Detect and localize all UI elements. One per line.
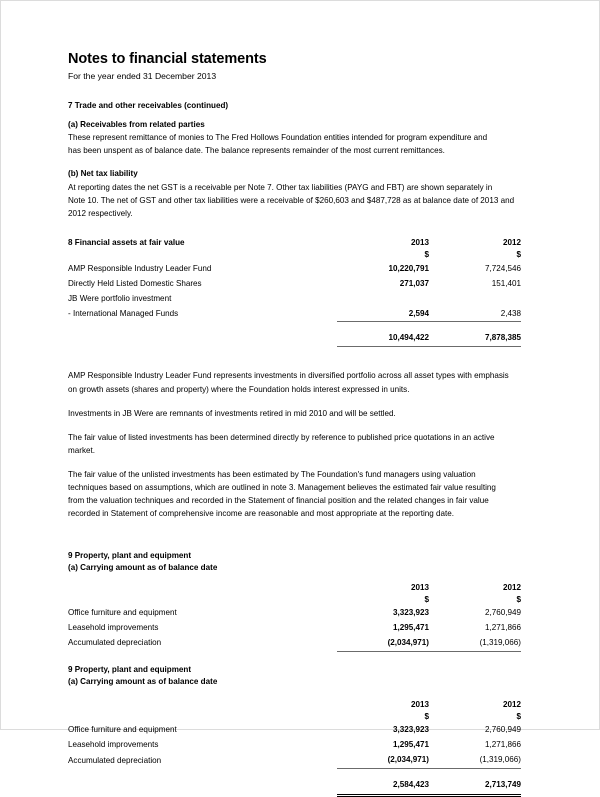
note-9a-subheading-first: (a) Carrying amount as of balance date — [68, 563, 218, 573]
row-value-2012: 151,401 — [491, 278, 521, 288]
financial-assets-table — [68, 237, 521, 352]
table-row — [68, 606, 521, 621]
row-label: Office furniture and equipment — [68, 607, 177, 617]
row-label: Accumulated depreciation — [68, 755, 162, 765]
commentary-p3-line2: market. — [68, 445, 95, 455]
table-header-currency — [68, 711, 521, 723]
note-7a-paragraph-line1: These represent remittance of monies to The Fred Hollows Foundation entities intended for program expenditure and — [68, 133, 488, 143]
table-header-years — [68, 237, 521, 249]
row-value-2012: 1,271,866 — [484, 740, 521, 750]
subtotal-rule — [68, 322, 521, 332]
commentary-p3-line1: The fair value of listed investments has been determined directly by reference to published price quotations in an active — [68, 432, 495, 442]
note-7-heading: 7 Trade and other receivables (continued) — [68, 100, 229, 110]
table-row — [68, 738, 521, 753]
page-subtitle: For the year ended 31 December 2013 — [68, 71, 217, 82]
table-total-row — [68, 331, 521, 346]
row-value-2013: 2,594 — [408, 308, 429, 318]
currency-symbol-2012: $ — [516, 594, 521, 604]
row-value-2013: 10,220,791 — [388, 263, 429, 273]
note-9-heading-first: 9 Property, plant and equipment — [68, 551, 192, 561]
column-header-2013: 2013 — [410, 700, 429, 710]
ppe-table-second — [68, 699, 521, 797]
row-label: - International Managed Funds — [68, 309, 179, 319]
commentary-p4-line2: techniques based on assumptions, which are outlined in note 3. Management believes the estimated fair value resulting — [68, 483, 496, 493]
commentary-p1-line2: on growth assets (shares and property) where the Foundation holds interest expressed in units. — [68, 384, 410, 394]
row-value-2012: 2,760,949 — [484, 725, 521, 735]
currency-symbol-2012: $ — [516, 712, 521, 722]
column-header-2012: 2012 — [502, 700, 521, 710]
document-body — [68, 51, 521, 797]
row-value-2012: (1,319,066) — [479, 755, 521, 765]
commentary-p4-line3: from the valuation techniques and recorded in the Statement of financial position and the related changes in fair value — [68, 496, 489, 506]
currency-symbol-2012: $ — [516, 250, 521, 260]
row-label: Leasehold improvements — [68, 740, 159, 750]
column-header-2012: 2012 — [502, 238, 521, 248]
row-label: AMP Responsible Industry Leader Fund — [68, 263, 212, 273]
table-header-years — [68, 582, 521, 594]
currency-symbol-2013: $ — [424, 250, 429, 260]
commentary-p1-line1: AMP Responsible Industry Leader Fund represents investments in diversified portfolio across all asset types with emphasis — [68, 371, 509, 381]
commentary-p4-line1: The fair value of the unlisted investments has been estimated by The Foundation's fund managers using valuation — [68, 470, 476, 479]
table-header-currency — [68, 594, 521, 606]
row-value-2013: 1,295,471 — [392, 740, 429, 750]
page-title: Notes to financial statements — [68, 51, 267, 67]
note-8-heading: 8 Financial assets at fair value — [68, 238, 185, 248]
note-7b-paragraph-line2: Note 10. The net of GST and other tax liabilities were a receivable of $260,603 and $487,728 as at balance date of 2013 and — [68, 196, 515, 206]
row-value-2012: 7,724,546 — [484, 263, 521, 273]
column-header-2013: 2013 — [410, 238, 429, 248]
row-value-2013 — [337, 292, 429, 307]
column-header-2012: 2012 — [502, 582, 521, 592]
row-value-2013: (2,034,971) — [387, 755, 429, 765]
row-value-2012 — [429, 292, 521, 307]
row-label: Leasehold improvements — [68, 622, 159, 632]
note-7b-subheading: (b) Net tax liability — [68, 169, 138, 179]
row-value-2013: 271,037 — [399, 278, 429, 288]
table-header-years — [68, 699, 521, 711]
table-total-row — [68, 778, 521, 795]
table-row — [68, 753, 521, 768]
row-label: Accumulated depreciation — [68, 638, 162, 648]
table-row — [68, 723, 521, 738]
note-7b-paragraph-line1: At reporting dates the net GST is a receivable per Note 7. Other tax liabilities (PAYG and FBT) are shown separately in — [68, 183, 493, 192]
subtotal-rule — [68, 769, 521, 779]
total-value-2012: 2,713,749 — [429, 778, 521, 795]
note-7a-subheading: (a) Receivables from related parties — [68, 119, 205, 129]
note-7b-paragraph-line3: 2012 respectively. — [68, 209, 133, 219]
row-value-2012: 2,760,949 — [484, 607, 521, 617]
row-value-2013: 1,295,471 — [392, 622, 429, 632]
table-header-currency — [68, 249, 521, 261]
ppe-table-first — [68, 582, 521, 657]
row-label: Directly Held Listed Domestic Shares — [68, 278, 202, 288]
total-value-2012: 7,878,385 — [484, 333, 521, 343]
commentary-p2: Investments in JB Were are remnants of investments retired in mid 2010 and will be settled. — [68, 408, 396, 418]
row-value-2012: 2,438 — [500, 308, 521, 318]
total-value-2013: 10,494,422 — [388, 333, 429, 343]
row-label: JB Were portfolio investment — [68, 293, 172, 303]
row-value-2013: 3,323,923 — [392, 607, 429, 617]
row-value-2012: 1,271,866 — [484, 622, 521, 632]
commentary-p4-line4: recorded in Statement of comprehensive income are reasonable and most appropriate at the reporting date. — [68, 509, 455, 519]
row-label: Office furniture and equipment — [68, 725, 177, 735]
total-value-2013: 2,584,423 — [337, 778, 429, 795]
row-value-2013: (2,034,971) — [387, 637, 429, 647]
currency-symbol-2013: $ — [424, 594, 429, 604]
note-9-heading-second: 9 Property, plant and equipment — [68, 664, 192, 674]
table-row — [68, 307, 521, 322]
table-row — [68, 636, 521, 651]
row-value-2012: (1,319,066) — [479, 637, 521, 647]
column-header-2013: 2013 — [410, 582, 429, 592]
table-row — [68, 621, 521, 636]
table-row — [68, 262, 521, 277]
table-row — [68, 292, 521, 307]
note-7a-paragraph-line2: has been unspent as of balance date. The balance represents remainder of the most current remittances. — [68, 146, 445, 156]
currency-symbol-2013: $ — [424, 712, 429, 722]
table-row — [68, 277, 521, 292]
row-value-2013: 3,323,923 — [392, 725, 429, 735]
note-9a-subheading-second: (a) Carrying amount as of balance date — [68, 676, 218, 686]
